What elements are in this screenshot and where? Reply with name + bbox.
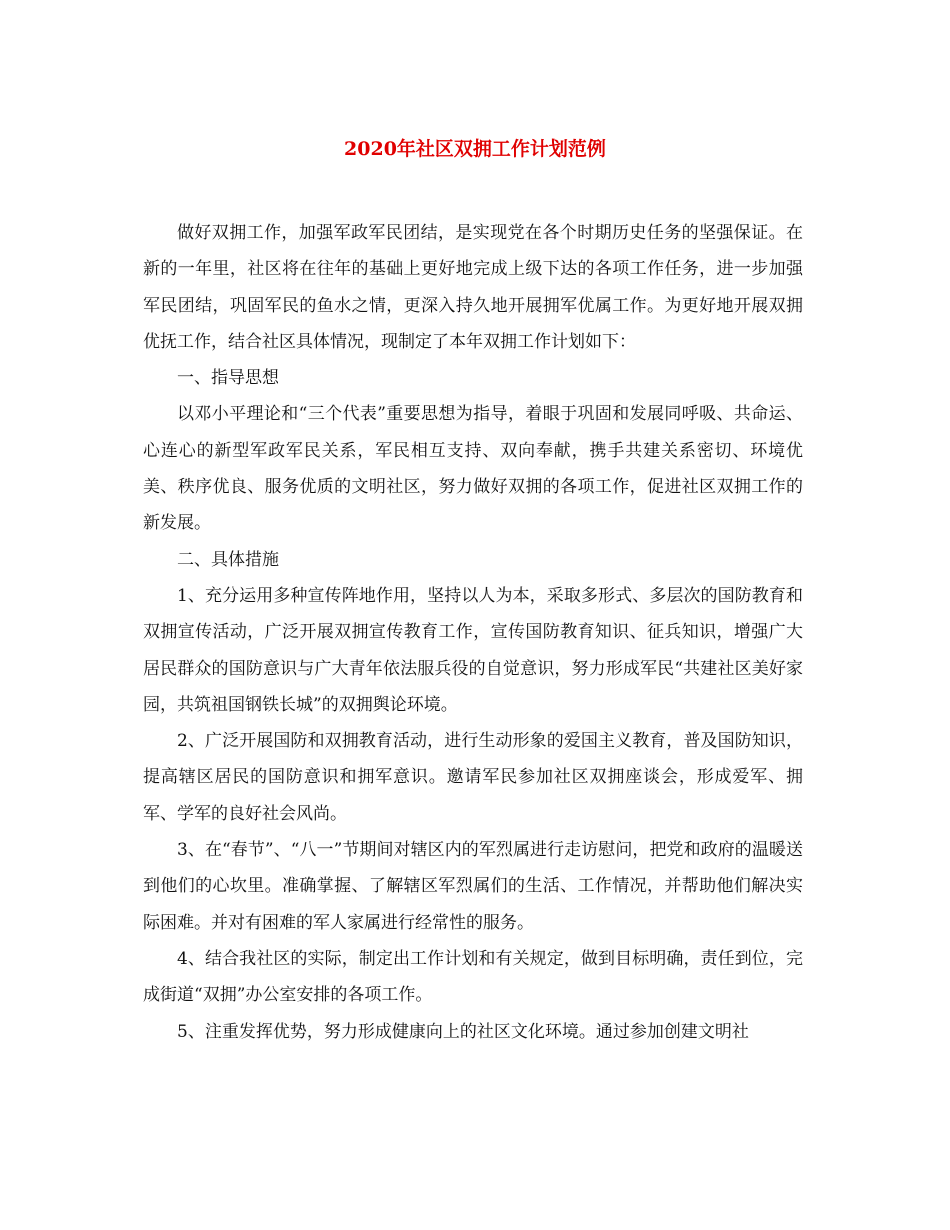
section-heading-guiding-ideology: 一、指导思想	[177, 368, 279, 389]
paragraph-measure-5: 5、注重发挥优势，努力形成健康向上的社区文化环境。通过参加创建文明社	[177, 1021, 749, 1042]
paragraph-intro: 做好双拥工作，加强军政军民团结，是实现党在各个时期历史任务的坚强保证。在新的一年里，社区将在往年的基础上更好地完成上级下达的各项工作任务，进一步加强军民团结，巩固军民的鱼水之情，更深入持久地开展拥军优属工作。为更好地开展双拥优抚工作，结合社区具体情况，现制定了本年双拥工作计划如下：	[143, 223, 803, 352]
paragraph-measure-1: 1、充分运用多种宣传阵地作用，坚持以人为本，采取多形式、多层次的国防教育和双拥宣传活动，广泛开展双拥宣传教育工作，宣传国防教育知识、征兵知识，增强广大居民群众的国防意识与广大青年依法服兵役的自觉意识，努力形成军民“共建社区美好家园，共筑祖国钢铁长城”的双拥舆论环境。	[143, 585, 803, 715]
document-body	[143, 215, 803, 1050]
paragraph-guiding-ideology: 以邓小平理论和“三个代表”重要思想为指导，着眼于巩固和发展同呼吸、共命运、心连心的新型军政军民关系，军民相互支持、双向奉献，携手共建关系密切、环境优美、秩序优良、服务优质的文明社区，努力做好双拥的各项工作，促进社区双拥工作的新发展。	[143, 404, 803, 534]
paragraph-measure-4: 4、结合我社区的实际，制定出工作计划和有关规定，做到目标明确，责任到位，完成街道“双拥”办公室安排的各项工作。	[143, 948, 803, 1006]
document-title: 2020年社区双拥工作计划范例	[344, 138, 606, 160]
section-heading-specific-measures: 二、具体措施	[177, 549, 279, 570]
paragraph-measure-2: 2、广泛开展国防和双拥教育活动，进行生动形象的爱国主义教育，普及国防知识，提高辖区居民的国防意识和拥军意识。邀请军民参加社区双拥座谈会，形成爱军、拥军、学军的良好社会风尚。	[143, 731, 803, 824]
paragraph-measure-3: 3、在“春节”、“八一”节期间对辖区内的军烈属进行走访慰问，把党和政府的温暖送到他们的心坎里。准确掌握、了解辖区军烈属们的生活、工作情况，并帮助他们解决实际困难。并对有困难的军人家属进行经常性的服务。	[143, 840, 803, 933]
